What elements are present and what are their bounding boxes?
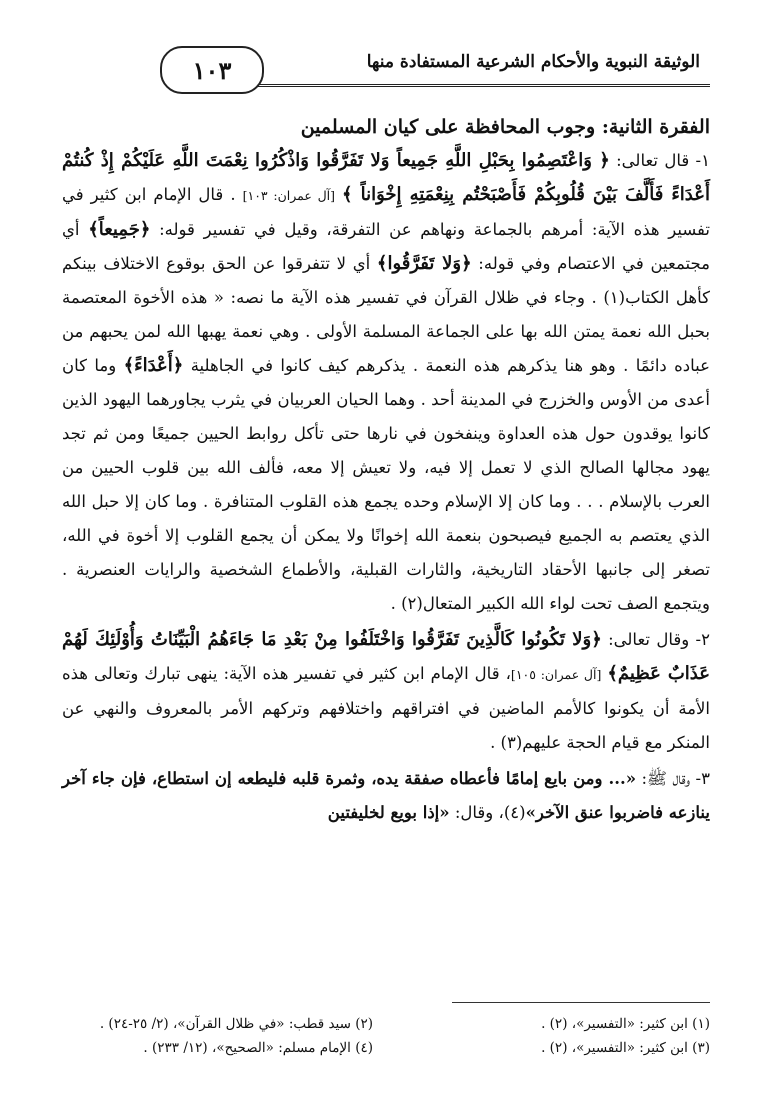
footnote-4: (٤) الإمام مسلم: «الصحيح»، (١٢/ ٢٣٣) . <box>143 1040 374 1056</box>
p3-hadith-tail: «إذا بويع لخليفتين <box>327 803 450 822</box>
p1-text-a: . قال الإمام ابن كثير في تفسير هذه الآية: أمرهم بالجماعة ونهاهم عن التفرقة، وقيل في تفسير قوله: <box>62 185 710 239</box>
p3-text: ، وقال: <box>449 803 504 822</box>
p1-verse: ﴿ وَاعْتَصِمُوا بِحَبْلِ اللَّهِ جَمِيعاً وَلا تَفَرَّقُوا وَاذْكُرُوا نِعْمَتَ اللَّهِ عَلَيْكُمْ إِذْ كُنتُمْ أَعْدَاءً فَأَلَّفَ بَيْنَ قُلُوبِكُمْ فَأَصْبَحْتُم بِنِعْمَتِهِ إِخْوَاناً ﴾ <box>62 150 710 205</box>
p1-intro: ١- قال تعالى: <box>609 151 710 170</box>
p3-intro: ٣- وقال ﷺ: <box>636 769 710 788</box>
footnote-rule <box>452 1002 710 1003</box>
p1-text-c: أي لا تتفرقوا عن الحق بوقوع الاختلاف بينكم كأهل الكتاب(١) . وجاء في ظلال القرآن في تفسير هذه الآية ما نصه: « هذه الأخوة المعتصمة بحبل الله نعمة يمتن الله بها على الجماعة المسلمة الأولى . وهي نعمة يهبها الله لمن يحبهم من عباده دائمًا . وهو هنا يذكرهم هذه النعمة . يذكرهم كيف كانوا في الجاهلية <box>62 254 711 375</box>
paragraph-1 <box>62 144 710 621</box>
footnote-1: (١) ابن كثير: «التفسير»، (٢) . <box>541 1016 710 1032</box>
p1-text-b: أي مجتمعين في الاعتصام وفي قوله: <box>62 220 710 273</box>
footnote-2: (٢) سيد قطب: «في ظلال القرآن»، (٢/ ٢٥-٢٤) . <box>99 1016 374 1032</box>
page-number: ١٠٣ <box>160 46 264 94</box>
p1-q2: ﴿وَلا تَفَرَّقُوا﴾ <box>376 253 472 274</box>
p2-intro: ٢- وقال تعالى: <box>601 630 710 649</box>
p2-ref: [آل عمران: ١٠٥] <box>510 667 602 682</box>
footnote-row <box>62 1036 710 1060</box>
p2-text: ، قال الإمام ابن كثير في تفسير هذه الآية: ينهى تبارك وتعالى هذه الأمة أن يكونوا كالأمم الماضين في افتراقهم واختلافهم وتركهم الأمر بالمعروف والنهي عن المنكر مع قيام الحجة عليهم(٣) . <box>62 664 710 752</box>
p1-q1: ﴿جَمِيعاً﴾ <box>88 219 151 240</box>
paragraph-2 <box>62 623 710 760</box>
footnote-row <box>62 1012 710 1036</box>
p3-hadith: «... ومن بايع إمامًا فأعطاه صفقة يده، وثمرة قلبه فليطعه إن استطاع، فإن جاء آخر ينازعه فاضربوا عنق الآخر» <box>62 769 710 822</box>
footnotes <box>62 1012 710 1060</box>
running-header <box>60 44 710 100</box>
header-title: الوثيقة النبوية والأحكام الشرعية المستفادة منها <box>366 52 700 72</box>
p3-footnote-mark: (٤) <box>503 803 526 822</box>
paragraph-3 <box>62 762 710 830</box>
header-rule <box>200 84 710 87</box>
main-content <box>62 116 710 832</box>
section-title: الفقرة الثانية: وجوب المحافظة على كيان المسلمين <box>300 116 710 138</box>
p1-text-d: وما كان أعدى من الأوس والخزرج في المدينة أحد . وهما الحيان العربيان في يثرب يجاورهما اليهود الذين كانوا يوقدون حول هذه العداوة وينفخون في نارها حتى تأكل روابط الحيين جميعًا ومن ثم تجد يهود مجالها الصالح الذي لا تعمل إلا فيه، ولا تعيش إلا معه، فألف الله بين قلوب الحيين من العرب بالإسلام . . . وما كان إلا الإسلام وحده يجمع هذه القلوب المتنافرة . وما كان إلا حبل الله الذي يعتصم به الجميع فيصبحون بنعمة الله إخوانًا ولا يمكن أن يجمع القلوب إلا أخوة في الله، تصغر إلى جانبها الأحقاد التاريخية، والثارات القبلية، والأطماع الشخصية والرايات العنصرية . ويتجمع الصف تحت لواء الله الكبير المتعال(٢) . <box>62 356 710 613</box>
footnote-3: (٣) ابن كثير: «التفسير»، (٢) . <box>541 1040 710 1056</box>
p1-q3: ﴿أَعْدَاءً﴾ <box>123 355 184 376</box>
p1-ref: [آل عمران: ١٠٣] <box>242 188 336 203</box>
p2-verse: ﴿وَلا تَكُونُوا كَالَّذِينَ تَفَرَّقُوا وَاخْتَلَفُوا مِنْ بَعْدِ مَا جَاءَهُمُ الْبَيِّنَاتُ وَأُوْلَئِكَ لَهُمْ عَذَابٌ عَظِيمٌ﴾ <box>62 629 710 684</box>
